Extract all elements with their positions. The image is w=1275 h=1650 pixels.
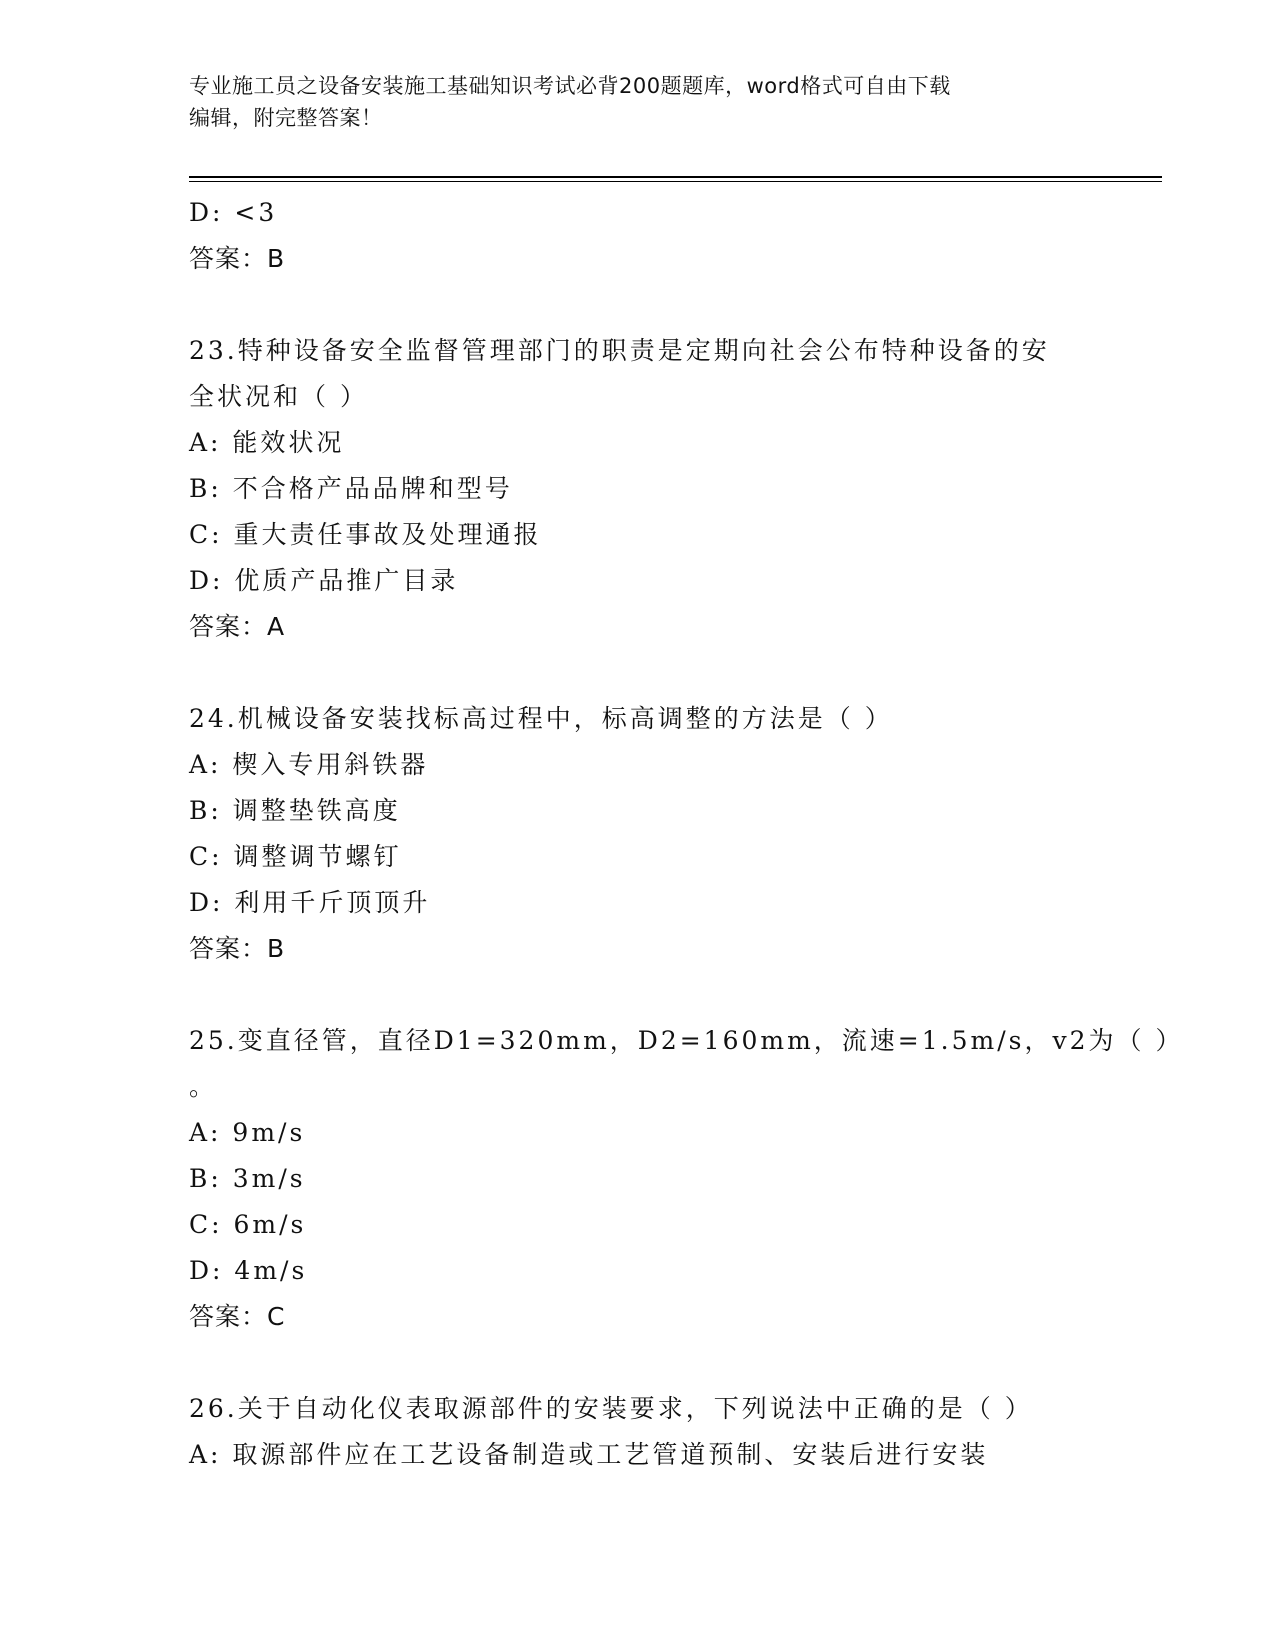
header-title-line-2: 编辑，附完整答案！: [189, 106, 383, 130]
answer-line: 答案：B: [189, 244, 286, 273]
option-a: A: 楔入专用斜铁器: [189, 750, 429, 779]
question-stem: 25.变直径管，直径D1=320mm，D2=160mm，流速=1.5m/s，v2为（ ）: [189, 1026, 1184, 1055]
spacer: [189, 1340, 1089, 1386]
spacer: [189, 650, 1089, 696]
option-b: B: 不合格产品品牌和型号: [189, 474, 513, 503]
question-stem-continued: 。: [189, 1072, 218, 1101]
question-stem: 26.关于自动化仪表取源部件的安装要求，下列说法中正确的是（ ）: [189, 1394, 1033, 1423]
option-a: A: 能效状况: [189, 428, 345, 457]
answer-line: 答案：C: [189, 1302, 286, 1331]
document-header: [189, 70, 1089, 134]
header-title-line-1: 专业施工员之设备安装施工基础知识考试必背200题题库，word格式可自由下载: [189, 74, 951, 98]
header-divider-thick: [189, 176, 1162, 178]
answer-line: 答案：A: [189, 612, 286, 641]
header-divider-thin: [189, 181, 1162, 182]
option-d: D: <3: [189, 198, 278, 227]
option-c: C: 调整调节螺钉: [189, 842, 402, 871]
question-stem: 24.机械设备安装找标高过程中，标高调整的方法是（ ）: [189, 704, 893, 733]
option-b: B: 3m/s: [189, 1164, 306, 1193]
option-d: D: 优质产品推广目录: [189, 566, 459, 595]
answer-line: 答案：B: [189, 934, 286, 963]
spacer: [189, 972, 1089, 1018]
question-23: [189, 328, 1089, 650]
question-stem-continued: 全状况和（ ）: [189, 382, 368, 411]
option-b: B: 调整垫铁高度: [189, 796, 401, 825]
option-a: A: 9m/s: [189, 1118, 306, 1147]
question-24: [189, 696, 1089, 972]
option-a: A: 取源部件应在工艺设备制造或工艺管道预制、安装后进行安装: [189, 1440, 989, 1469]
option-d: D: 4m/s: [189, 1256, 308, 1285]
question-stem: 23.特种设备安全监督管理部门的职责是定期向社会公布特种设备的安: [189, 336, 1050, 365]
question-26: [189, 1386, 1089, 1478]
question-list: [189, 190, 1184, 1478]
option-c: C: 6m/s: [189, 1210, 307, 1239]
spacer: [189, 282, 1089, 328]
question-25: [189, 1018, 1184, 1340]
option-d: D: 利用千斤顶顶升: [189, 888, 431, 917]
option-c: C: 重大责任事故及处理通报: [189, 520, 542, 549]
